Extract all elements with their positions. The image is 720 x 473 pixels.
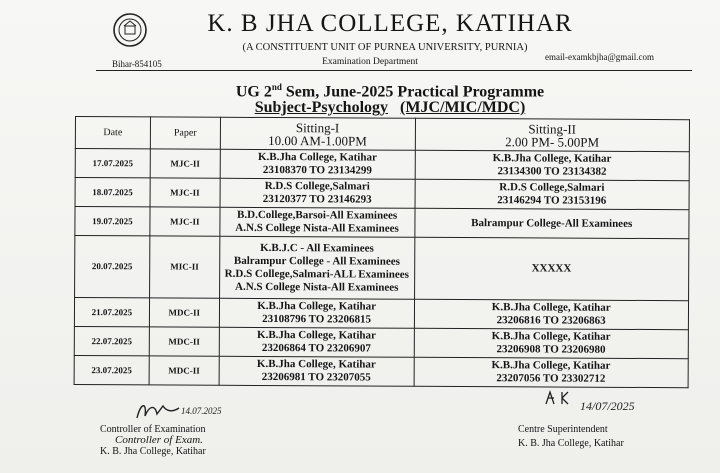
table-row: 19.07.2025 MJC-II B.D.College,Barsoi-All Examinees A.N.S College Nista-All Examinees Balrampur College-All Examinees: [75, 207, 689, 239]
programme-title: UG 2nd Sem, June-2025 Practical Programme: [235, 82, 545, 101]
email: email-examkbjha@gmail.com: [545, 52, 655, 62]
controller-college: K. B. Jha College, Katihar: [100, 446, 206, 457]
college-name: K. B JHA COLLEGE, KATIHAR: [207, 10, 573, 37]
table-row: 20.07.2025 MIC-II K.B.J.C - All Examinees Balrampur College - All Examinees R.D.S College,Salmari-ALL Examinees A.N.S College Nista-All Examinees XXXXX: [75, 236, 689, 301]
college-affiliation: (A CONSTITUENT UNIT OF PURNEA UNIVERSITY, PURNIA): [242, 42, 528, 53]
controller-signature: [133, 400, 243, 422]
table-row: 18.07.2025 MJC-II R.D.S College,Salmari 23120377 TO 23146293 R.D.S College,Salmari 23146294 TO 23153196: [75, 178, 689, 210]
table-row: 23.07.2025 MDC-II K.B.Jha College, Katihar 23206981 TO 23207055 K.B.Jha College, Katihar 23207056 TO 23302712: [74, 355, 688, 387]
table-row: 22.07.2025 MDC-II K.B.Jha College, Katihar 23206864 TO 23206907 K.B.Jha College, Katihar 23206908 TO 23206980: [74, 326, 688, 358]
college-seal-icon: [112, 12, 148, 48]
table-header-row: [75, 117, 689, 152]
superintendent-title: Centre Superintendent: [518, 424, 608, 435]
superintendent-signature: [540, 382, 680, 418]
col-date-header: Date: [75, 117, 150, 149]
place-pin: Bihar-854105: [112, 59, 162, 69]
superintendent-college: K. B. Jha College, Katihar: [518, 438, 624, 449]
col-sitting1-header: Sitting-I 10.00 AM-1.00PM: [220, 117, 415, 150]
col-sitting2-header: Sitting-II 2.00 PM- 5.00PM: [415, 118, 690, 151]
col-paper-header: Paper: [150, 117, 220, 149]
schedule-table: [74, 116, 690, 388]
subject-title: Subject-Psychology (MJC/MIC/MDC): [254, 99, 526, 116]
header-rule: [96, 70, 692, 71]
controller-title: Controller of Examination: [100, 424, 206, 435]
controller-title-stamp: Controller of Exam.: [115, 434, 203, 446]
department: Examination Department: [322, 57, 418, 67]
table-row: 17.07.2025 MJC-II K.B.Jha College, Katihar 23108370 TO 23134299 K.B.Jha College, Katihar 23134300 TO 23134382: [75, 149, 689, 181]
table-row: 21.07.2025 MDC-II K.B.Jha College, Katihar 23108796 TO 23206815 K.B.Jha College, Katihar 23206816 TO 23206863: [74, 298, 688, 330]
svg-text:14.07.2025: 14.07.2025: [181, 406, 222, 416]
svg-text:14/07/2025: 14/07/2025: [580, 399, 635, 413]
